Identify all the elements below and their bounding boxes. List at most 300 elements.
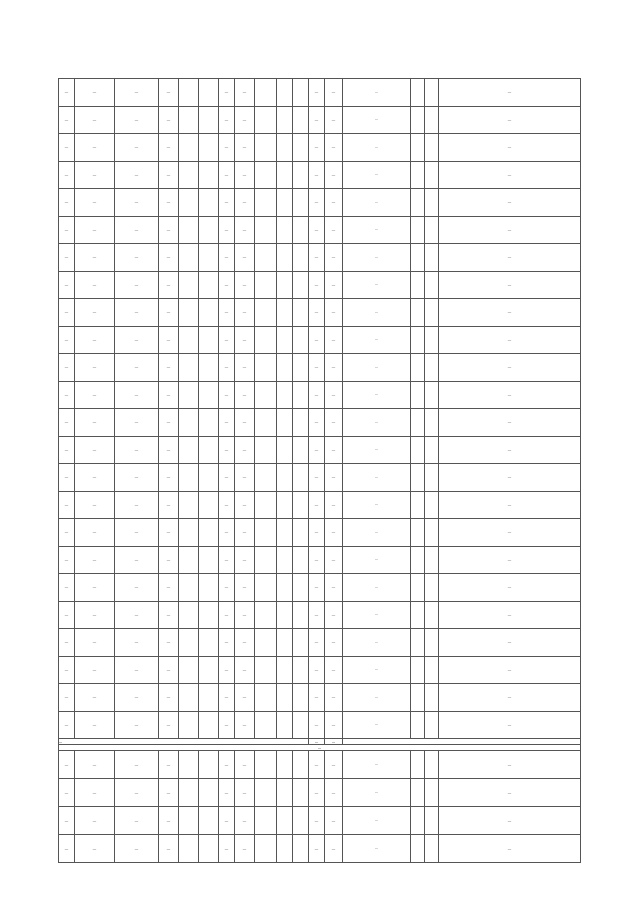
empty-cell <box>255 807 277 835</box>
empty-cell <box>255 299 277 327</box>
area-cell: — <box>235 161 255 189</box>
source-organization-cell: — <box>343 381 411 409</box>
coordinates-cell: — <box>159 161 179 189</box>
area-cell: — <box>235 751 255 779</box>
street-cell: — <box>115 491 159 519</box>
empty-cell <box>411 546 425 574</box>
empty-cell <box>179 244 199 272</box>
empty-cell <box>411 436 425 464</box>
empty-cell <box>425 216 439 244</box>
surface-cell: — <box>219 299 235 327</box>
settlement-cell: — <box>75 244 115 272</box>
row-number: — <box>59 271 75 299</box>
source-organization-cell: — <box>343 601 411 629</box>
volume-cell: — <box>325 546 343 574</box>
area-cell: — <box>235 464 255 492</box>
empty-cell <box>425 79 439 107</box>
settlement-cell: — <box>75 519 115 547</box>
empty-cell <box>425 189 439 217</box>
coordinates-cell: — <box>159 381 179 409</box>
settlement-cell: — <box>75 656 115 684</box>
totals-label: — <box>59 739 309 745</box>
empty-cell <box>411 79 425 107</box>
area-cell: — <box>235 574 255 602</box>
street-cell: — <box>115 546 159 574</box>
container-count-cell: — <box>309 751 325 779</box>
volume-cell: — <box>325 629 343 657</box>
table-row <box>59 134 581 162</box>
table-row <box>59 491 581 519</box>
container-count-cell: — <box>309 134 325 162</box>
empty-cell <box>425 354 439 382</box>
empty-cell <box>277 134 293 162</box>
empty-cell <box>277 271 293 299</box>
area-cell: — <box>235 629 255 657</box>
empty-cell <box>411 354 425 382</box>
area-cell: — <box>235 409 255 437</box>
empty-cell <box>179 656 199 684</box>
empty-cell <box>425 629 439 657</box>
area-cell: — <box>235 656 255 684</box>
empty-cell <box>199 106 219 134</box>
empty-cell <box>425 751 439 779</box>
empty-cell <box>199 244 219 272</box>
empty-cell <box>277 519 293 547</box>
settlement-cell: — <box>75 546 115 574</box>
settlement-cell: — <box>75 436 115 464</box>
area-cell: — <box>235 299 255 327</box>
empty-cell <box>255 464 277 492</box>
served-addresses-cell: — <box>439 807 581 835</box>
surface-cell: — <box>219 684 235 712</box>
area-cell: — <box>235 326 255 354</box>
source-organization-cell: — <box>343 326 411 354</box>
settlement-cell: — <box>75 189 115 217</box>
street-cell: — <box>115 835 159 863</box>
empty-cell <box>277 436 293 464</box>
coordinates-cell: — <box>159 656 179 684</box>
empty-cell <box>255 779 277 807</box>
empty-cell <box>293 601 309 629</box>
row-number: — <box>59 751 75 779</box>
empty-cell <box>411 161 425 189</box>
volume-cell: — <box>325 271 343 299</box>
coordinates-cell: — <box>159 835 179 863</box>
empty-cell <box>425 546 439 574</box>
served-addresses-cell: — <box>439 299 581 327</box>
empty-cell <box>293 409 309 437</box>
coordinates-cell: — <box>159 779 179 807</box>
empty-cell <box>277 684 293 712</box>
area-cell: — <box>235 354 255 382</box>
empty-cell <box>293 629 309 657</box>
empty-cell <box>277 299 293 327</box>
served-addresses-cell: — <box>439 79 581 107</box>
street-cell: — <box>115 807 159 835</box>
container-count-cell: — <box>309 779 325 807</box>
empty-cell <box>179 381 199 409</box>
empty-cell <box>411 656 425 684</box>
table-row <box>59 271 581 299</box>
served-addresses-cell: — <box>439 629 581 657</box>
empty-cell <box>425 326 439 354</box>
surface-cell: — <box>219 79 235 107</box>
coordinates-cell: — <box>159 491 179 519</box>
area-cell: — <box>235 436 255 464</box>
container-count-cell: — <box>309 161 325 189</box>
area-cell: — <box>235 779 255 807</box>
area-cell: — <box>235 519 255 547</box>
volume-cell: — <box>325 436 343 464</box>
served-addresses-cell: — <box>439 546 581 574</box>
served-addresses-cell: — <box>439 684 581 712</box>
container-count-cell: — <box>309 216 325 244</box>
empty-cell <box>411 519 425 547</box>
row-number: — <box>59 546 75 574</box>
empty-cell <box>277 409 293 437</box>
empty-cell <box>411 807 425 835</box>
empty-cell <box>255 79 277 107</box>
empty-cell <box>179 835 199 863</box>
table-row <box>59 629 581 657</box>
empty-cell <box>277 244 293 272</box>
street-cell: — <box>115 779 159 807</box>
area-cell: — <box>235 711 255 739</box>
container-count-cell: — <box>309 326 325 354</box>
surface-cell: — <box>219 601 235 629</box>
empty-cell <box>255 629 277 657</box>
volume-cell: — <box>325 807 343 835</box>
empty-cell <box>411 271 425 299</box>
empty-cell <box>293 835 309 863</box>
empty-cell <box>179 601 199 629</box>
served-addresses-cell: — <box>439 835 581 863</box>
empty-cell <box>277 711 293 739</box>
totals-volume: — <box>325 739 343 745</box>
empty-cell <box>277 751 293 779</box>
coordinates-cell: — <box>159 79 179 107</box>
served-addresses-cell: — <box>439 464 581 492</box>
source-organization-cell: — <box>343 106 411 134</box>
served-addresses-cell: — <box>439 409 581 437</box>
table-row <box>59 409 581 437</box>
empty-cell <box>293 656 309 684</box>
volume-cell: — <box>325 519 343 547</box>
empty-cell <box>255 491 277 519</box>
surface-cell: — <box>219 326 235 354</box>
row-number: — <box>59 244 75 272</box>
empty-cell <box>179 574 199 602</box>
empty-cell <box>255 656 277 684</box>
source-organization-cell: — <box>343 711 411 739</box>
empty-cell <box>199 656 219 684</box>
street-cell: — <box>115 519 159 547</box>
source-organization-cell: — <box>343 835 411 863</box>
surface-cell: — <box>219 216 235 244</box>
served-addresses-cell: — <box>439 751 581 779</box>
empty-cell <box>199 711 219 739</box>
volume-cell: — <box>325 751 343 779</box>
empty-cell <box>199 751 219 779</box>
empty-cell <box>255 409 277 437</box>
empty-cell <box>199 216 219 244</box>
settlement-cell: — <box>75 684 115 712</box>
empty-cell <box>179 751 199 779</box>
empty-cell <box>199 326 219 354</box>
surface-cell: — <box>219 656 235 684</box>
served-addresses-cell: — <box>439 354 581 382</box>
empty-cell <box>199 271 219 299</box>
empty-cell <box>425 244 439 272</box>
served-addresses-cell: — <box>439 656 581 684</box>
container-count-cell: — <box>309 684 325 712</box>
empty-cell <box>411 381 425 409</box>
empty-cell <box>293 134 309 162</box>
settlement-cell: — <box>75 601 115 629</box>
volume-cell: — <box>325 354 343 382</box>
empty-cell <box>179 546 199 574</box>
empty-cell <box>277 491 293 519</box>
coordinates-cell: — <box>159 807 179 835</box>
street-cell: — <box>115 629 159 657</box>
street-cell: — <box>115 436 159 464</box>
empty-cell <box>293 354 309 382</box>
row-number: — <box>59 779 75 807</box>
area-cell: — <box>235 807 255 835</box>
street-cell: — <box>115 409 159 437</box>
volume-cell: — <box>325 574 343 602</box>
settlement-cell: — <box>75 134 115 162</box>
container-count-cell: — <box>309 436 325 464</box>
coordinates-cell: — <box>159 271 179 299</box>
row-number: — <box>59 161 75 189</box>
coordinates-cell: — <box>159 436 179 464</box>
row-number: — <box>59 299 75 327</box>
container-count-cell: — <box>309 574 325 602</box>
empty-cell <box>255 216 277 244</box>
empty-cell <box>199 189 219 217</box>
empty-cell <box>277 629 293 657</box>
settlement-cell: — <box>75 711 115 739</box>
settlement-cell: — <box>75 629 115 657</box>
served-addresses-cell: — <box>439 601 581 629</box>
totals-count: — <box>309 739 325 745</box>
served-addresses-cell: — <box>439 779 581 807</box>
served-addresses-cell: — <box>439 711 581 739</box>
volume-cell: — <box>325 835 343 863</box>
container-count-cell: — <box>309 409 325 437</box>
surface-cell: — <box>219 409 235 437</box>
empty-cell <box>199 807 219 835</box>
settlement-cell: — <box>75 79 115 107</box>
container-count-cell: — <box>309 519 325 547</box>
surface-cell: — <box>219 381 235 409</box>
table-row <box>59 779 581 807</box>
table-row <box>59 161 581 189</box>
coordinates-cell: — <box>159 106 179 134</box>
volume-cell: — <box>325 134 343 162</box>
empty-cell <box>199 464 219 492</box>
empty-cell <box>425 464 439 492</box>
surface-cell: — <box>219 835 235 863</box>
street-cell: — <box>115 216 159 244</box>
empty-cell <box>255 189 277 217</box>
empty-cell <box>277 835 293 863</box>
area-cell: — <box>235 381 255 409</box>
empty-cell <box>199 354 219 382</box>
source-organization-cell: — <box>343 751 411 779</box>
served-addresses-cell: — <box>439 244 581 272</box>
source-organization-cell: — <box>343 79 411 107</box>
area-cell: — <box>235 106 255 134</box>
container-count-cell: — <box>309 807 325 835</box>
empty-cell <box>179 779 199 807</box>
volume-cell: — <box>325 409 343 437</box>
surface-cell: — <box>219 711 235 739</box>
empty-cell <box>255 574 277 602</box>
empty-cell <box>293 244 309 272</box>
source-organization-cell: — <box>343 271 411 299</box>
area-cell: — <box>235 244 255 272</box>
volume-cell: — <box>325 601 343 629</box>
empty-cell <box>425 491 439 519</box>
empty-cell <box>411 779 425 807</box>
empty-cell <box>277 779 293 807</box>
source-organization-cell: — <box>343 491 411 519</box>
empty-cell <box>255 134 277 162</box>
table-row <box>59 751 581 779</box>
area-cell: — <box>235 189 255 217</box>
street-cell: — <box>115 189 159 217</box>
settlement-cell: — <box>75 106 115 134</box>
empty-cell <box>277 464 293 492</box>
empty-cell <box>199 684 219 712</box>
empty-cell <box>411 711 425 739</box>
empty-cell <box>255 326 277 354</box>
empty-cell <box>179 326 199 354</box>
volume-cell: — <box>325 189 343 217</box>
coordinates-cell: — <box>159 629 179 657</box>
container-count-cell: — <box>309 354 325 382</box>
empty-cell <box>411 106 425 134</box>
empty-cell <box>293 381 309 409</box>
empty-cell <box>293 711 309 739</box>
container-count-cell: — <box>309 244 325 272</box>
empty-cell <box>411 409 425 437</box>
settlement-cell: — <box>75 216 115 244</box>
row-number: — <box>59 711 75 739</box>
source-organization-cell: — <box>343 299 411 327</box>
source-organization-cell: — <box>343 519 411 547</box>
empty-cell <box>255 546 277 574</box>
container-count-cell: — <box>309 271 325 299</box>
volume-cell: — <box>325 299 343 327</box>
empty-cell <box>179 106 199 134</box>
empty-cell <box>199 79 219 107</box>
empty-cell <box>425 161 439 189</box>
coordinates-cell: — <box>159 326 179 354</box>
table-row <box>59 244 581 272</box>
empty-cell <box>179 161 199 189</box>
empty-cell <box>411 244 425 272</box>
row-number: — <box>59 216 75 244</box>
empty-cell <box>425 711 439 739</box>
row-number: — <box>59 106 75 134</box>
empty-cell <box>293 189 309 217</box>
container-count-cell: — <box>309 601 325 629</box>
row-number: — <box>59 601 75 629</box>
source-organization-cell: — <box>343 629 411 657</box>
street-cell: — <box>115 244 159 272</box>
coordinates-cell: — <box>159 464 179 492</box>
empty-cell <box>425 601 439 629</box>
empty-cell <box>179 409 199 437</box>
empty-cell <box>179 189 199 217</box>
empty-cell <box>199 491 219 519</box>
empty-cell <box>255 684 277 712</box>
served-addresses-cell: — <box>439 519 581 547</box>
row-number: — <box>59 519 75 547</box>
coordinates-cell: — <box>159 134 179 162</box>
empty-cell <box>277 807 293 835</box>
empty-cell <box>179 629 199 657</box>
area-cell: — <box>235 216 255 244</box>
empty-cell <box>277 381 293 409</box>
coordinates-cell: — <box>159 189 179 217</box>
served-addresses-cell: — <box>439 326 581 354</box>
empty-cell <box>199 629 219 657</box>
surface-cell: — <box>219 546 235 574</box>
empty-cell <box>277 326 293 354</box>
row-number: — <box>59 629 75 657</box>
surface-cell: — <box>219 354 235 382</box>
container-count-cell: — <box>309 656 325 684</box>
empty-cell <box>255 244 277 272</box>
row-number: — <box>59 835 75 863</box>
row-number: — <box>59 134 75 162</box>
empty-cell <box>293 79 309 107</box>
empty-cell <box>255 354 277 382</box>
empty-cell <box>179 464 199 492</box>
row-number: — <box>59 807 75 835</box>
empty-cell <box>425 271 439 299</box>
empty-cell <box>277 189 293 217</box>
surface-cell: — <box>219 464 235 492</box>
table-row <box>59 574 581 602</box>
area-cell: — <box>235 546 255 574</box>
settlement-cell: — <box>75 491 115 519</box>
registry-table <box>58 78 581 863</box>
source-organization-cell: — <box>343 807 411 835</box>
settlement-cell: — <box>75 779 115 807</box>
table-row <box>59 807 581 835</box>
surface-cell: — <box>219 436 235 464</box>
empty-cell <box>179 216 199 244</box>
area-cell: — <box>235 79 255 107</box>
street-cell: — <box>115 464 159 492</box>
coordinates-cell: — <box>159 244 179 272</box>
settlement-cell: — <box>75 574 115 602</box>
empty-cell <box>277 216 293 244</box>
empty-cell <box>199 381 219 409</box>
surface-cell: — <box>219 751 235 779</box>
coordinates-cell: — <box>159 601 179 629</box>
container-count-cell: — <box>309 106 325 134</box>
empty-cell <box>199 436 219 464</box>
surface-cell: — <box>219 574 235 602</box>
empty-cell <box>277 106 293 134</box>
surface-cell: — <box>219 161 235 189</box>
